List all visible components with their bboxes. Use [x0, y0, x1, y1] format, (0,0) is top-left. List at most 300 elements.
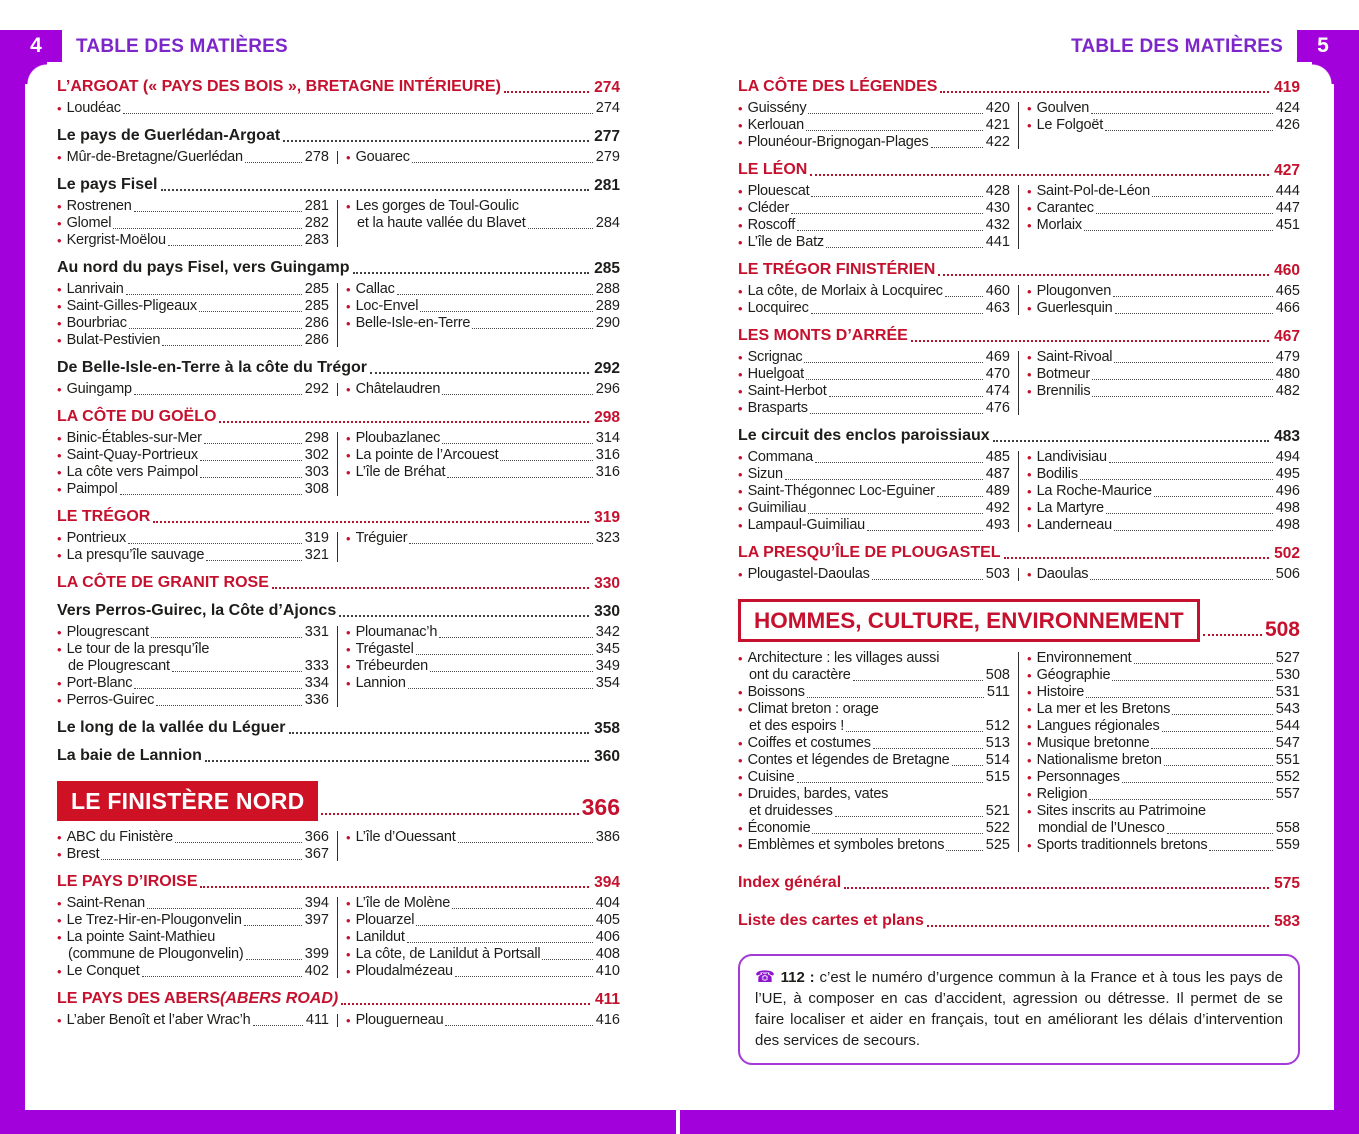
entries-column: [57, 430, 329, 498]
entry-label: Ploumanac’h: [355, 624, 438, 640]
toc-entry: [57, 829, 329, 846]
entries-column: [57, 100, 620, 117]
toc-entry-line: [1027, 769, 1300, 786]
entry-bullet: •: [738, 384, 743, 399]
toc-entry-line: [1027, 383, 1300, 400]
entry-page: 494: [1275, 449, 1300, 465]
entry-label: Guerlesquin: [1036, 300, 1113, 316]
entry-page: 394: [304, 895, 329, 911]
dotted-leader: [447, 477, 593, 478]
toc-entry: [346, 641, 620, 658]
entry-bullet: •: [57, 896, 62, 911]
column-divider: [1018, 285, 1019, 315]
entry-bullet: •: [346, 947, 351, 962]
entry-label: Plouguerneau: [355, 1012, 444, 1028]
dotted-leader: [161, 189, 590, 191]
heading-label: L’ARGOAT (« PAYS DES BOIS », BRETAGNE INTÉRIEURE): [57, 78, 501, 95]
entry-label: Brasparts: [747, 400, 808, 416]
toc-entry: [57, 963, 329, 980]
heading-label: La baie de Lannion: [57, 747, 202, 764]
dotted-leader: [940, 91, 1269, 93]
heading-label: LE PAYS DES ABERS: [57, 990, 221, 1007]
entry-bullet: •: [57, 465, 62, 480]
toc-entry: [1027, 752, 1300, 769]
toc-entry-line: [346, 149, 620, 166]
dotted-leader: [370, 372, 589, 374]
entry-bullet: •: [346, 150, 351, 165]
toc-entry-line: [57, 912, 329, 929]
toc-entry-line: [57, 829, 329, 846]
entry-page: 282: [304, 215, 329, 231]
entry-label: Lannion: [355, 675, 406, 691]
entries-block: [57, 829, 620, 863]
toc-entry: [57, 692, 329, 709]
toc-entry: [57, 232, 329, 249]
entry-bullet: •: [57, 625, 62, 640]
dotted-leader: [412, 162, 593, 163]
entry-page: 367: [304, 846, 329, 862]
toc-entry-line: [57, 624, 329, 641]
entry-label: La côte, de Lanildut à Portsall: [355, 946, 541, 962]
toc-entry-line: [346, 624, 620, 641]
entry-bullet: •: [738, 401, 743, 416]
entry-label: L’île d’Ouessant: [355, 829, 456, 845]
toc-entry: [57, 332, 329, 349]
dotted-leader: [1164, 765, 1273, 766]
dotted-leader: [811, 196, 982, 197]
dotted-leader: [321, 813, 578, 815]
rounded-corner-left: [25, 62, 47, 84]
toc-entry: [1027, 837, 1300, 854]
entries-block: [738, 566, 1300, 583]
entry-page: 447: [1275, 200, 1300, 216]
toc-entry: [346, 381, 620, 398]
entry-bullet: •: [57, 548, 62, 563]
entry-page: 506: [1275, 566, 1300, 582]
entry-label: Nationalisme breton: [1036, 752, 1162, 768]
dotted-leader: [1114, 362, 1272, 363]
toc-entry-line: [57, 464, 329, 481]
dotted-leader: [1172, 714, 1273, 715]
column-divider: [337, 897, 338, 978]
entry-bullet: •: [57, 913, 62, 928]
toc-entry: [738, 684, 1010, 701]
heading-label: LE TRÉGOR FINISTÉRIEN: [738, 261, 936, 278]
dotted-leader: [826, 247, 983, 248]
entry-label: mondial de l’Unesco: [1038, 820, 1165, 836]
toc-section: [57, 508, 620, 526]
column-divider: [337, 626, 338, 707]
entry-bullet: •: [738, 101, 743, 116]
entry-bullet: •: [1027, 284, 1032, 299]
toc-entry: [1027, 283, 1300, 300]
dotted-leader: [931, 147, 983, 148]
entry-page: 334: [304, 675, 329, 691]
entry-label: Paimpol: [66, 481, 118, 497]
toc-subsection: [57, 176, 620, 194]
toc-page-5: [738, 76, 1300, 1065]
toc-entry-line: [738, 217, 1010, 234]
entry-label: Personnages: [1036, 769, 1120, 785]
toc-entry-line: [57, 675, 329, 692]
toc-entry-line: [738, 449, 1010, 466]
entry-bullet: •: [346, 431, 351, 446]
entry-label: Trégastel: [355, 641, 414, 657]
entries-column: [738, 650, 1010, 854]
heading-label: LA CÔTE DU GOËLO: [57, 408, 217, 425]
entry-bullet: •: [57, 693, 62, 708]
dotted-leader: [168, 245, 302, 246]
toc-entry-line: [738, 117, 1010, 134]
toc-entry: [57, 281, 329, 298]
heading-page: 460: [1274, 262, 1300, 279]
entry-bullet: •: [57, 448, 62, 463]
toc-entry: [57, 149, 329, 166]
toc-entry-line: [738, 684, 1010, 701]
entry-bullet: •: [57, 316, 62, 331]
entry-page: 314: [595, 430, 620, 446]
entry-bullet: •: [57, 1013, 62, 1028]
column-divider: [337, 383, 338, 396]
entry-page: 420: [985, 100, 1010, 116]
entry-bullet: •: [738, 284, 743, 299]
entry-label: Guissény: [747, 100, 807, 116]
entry-page: 296: [595, 381, 620, 397]
toc-entry: [57, 481, 329, 498]
toc-entry: [57, 315, 329, 332]
toc-entry: [1027, 500, 1300, 517]
dotted-leader: [123, 113, 593, 114]
entry-page: 279: [595, 149, 620, 165]
dotted-leader: [835, 816, 983, 817]
entry-bullet: •: [57, 847, 62, 862]
dotted-leader: [151, 637, 302, 638]
entry-label: Saint-Renan: [66, 895, 145, 911]
entry-bullet: •: [738, 518, 743, 533]
entry-label: Le Conquet: [66, 963, 140, 979]
entry-page: 402: [304, 963, 329, 979]
dotted-leader: [339, 615, 589, 617]
entries-column: [738, 349, 1010, 417]
entry-page: 482: [1275, 383, 1300, 399]
entry-bullet: •: [1027, 787, 1032, 802]
entry-page: 480: [1275, 366, 1300, 382]
entry-bullet: •: [1027, 838, 1032, 853]
toc-entry-line: [738, 820, 1010, 837]
dotted-leader: [341, 1003, 590, 1005]
toc-entry: [738, 134, 1010, 151]
toc-entry-line: [346, 298, 620, 315]
entry-bullet: •: [738, 184, 743, 199]
toc-entry: [738, 650, 1010, 684]
entry-bullet: •: [1027, 384, 1032, 399]
toc-entry-line: [738, 349, 1010, 366]
emergency-note-box: [738, 954, 1300, 1065]
toc-entry-line: [57, 381, 329, 398]
entry-bullet: •: [57, 216, 62, 231]
heading-page: 583: [1274, 913, 1300, 930]
entry-label: Emblèmes et symboles bretons: [747, 837, 945, 853]
entry-label: Plougonven: [1036, 283, 1112, 299]
entry-page: 308: [304, 481, 329, 497]
entry-bullet: •: [1027, 501, 1032, 516]
entry-label: Le tour de la presqu’île: [66, 641, 210, 657]
entries-block: [57, 381, 620, 398]
entry-page: 515: [985, 769, 1010, 785]
toc-entry: [57, 675, 329, 692]
toc-entry: [1027, 200, 1300, 217]
toc-entry-line: [738, 667, 1010, 684]
toc-entry-line: [57, 846, 329, 863]
entry-bullet: •: [738, 787, 743, 802]
entry-bullet: •: [738, 821, 743, 836]
toc-subsection: [57, 127, 620, 145]
column-divider: [1018, 185, 1019, 249]
dotted-leader: [844, 887, 1269, 889]
toc-entry: [1027, 349, 1300, 366]
page-header-right: TABLE DES MATIÈRES: [1071, 36, 1283, 57]
entry-label: Climat breton : orage: [747, 701, 879, 717]
entry-bullet: •: [346, 659, 351, 674]
dotted-leader: [1203, 634, 1262, 636]
toc-entry-line: [738, 701, 1010, 718]
entry-page: 298: [304, 430, 329, 446]
dotted-leader: [791, 213, 983, 214]
entry-page: 331: [304, 624, 329, 640]
heading-label: Index général: [738, 874, 842, 891]
toc-entry-line: [738, 483, 1010, 500]
entry-label: Plounéour-Brignogan-Plages: [747, 134, 929, 150]
toc-entry: [1027, 684, 1300, 701]
toc-entry-line: [1027, 483, 1300, 500]
entry-bullet: •: [346, 642, 351, 657]
entry-bullet: •: [738, 467, 743, 482]
entry-label: Druides, bardes, vates: [747, 786, 889, 802]
dotted-leader: [500, 460, 592, 461]
entry-page: 498: [1275, 517, 1300, 533]
toc-entry: [346, 963, 620, 980]
entry-label: Coiffes et costumes: [747, 735, 871, 751]
dotted-leader: [785, 479, 983, 480]
toc-entry: [57, 198, 329, 215]
toc-entry: [1027, 718, 1300, 735]
column-divider: [337, 151, 338, 164]
toc-entry-line: [738, 786, 1010, 803]
toc-entry: [738, 283, 1010, 300]
entry-label: Bulat-Pestivien: [66, 332, 161, 348]
toc-entry-line: [346, 530, 620, 547]
entry-bullet: •: [738, 218, 743, 233]
toc-entry-line: [346, 315, 620, 332]
entry-bullet: •: [1027, 101, 1032, 116]
toc-entry-line: [738, 566, 1010, 583]
toc-entry-line: [346, 895, 620, 912]
toc-entry: [1027, 100, 1300, 117]
toc-entry-line: [738, 400, 1010, 417]
toc-entry: [1027, 650, 1300, 667]
toc-entry-line: [738, 735, 1010, 752]
dotted-leader: [272, 587, 589, 589]
entry-page: 410: [595, 963, 620, 979]
entry-label: Langues régionales: [1036, 718, 1160, 734]
heading-page: 285: [594, 260, 620, 277]
entry-bullet: •: [57, 199, 62, 214]
toc-entry-line: [1027, 283, 1300, 300]
entry-label: Loudéac: [66, 100, 121, 116]
entries-column: [57, 895, 329, 980]
entry-page: 397: [304, 912, 329, 928]
toc-entry: [738, 466, 1010, 483]
toc-entry: [1027, 517, 1300, 534]
entry-label: Cuisine: [747, 769, 795, 785]
toc-entry-line: [57, 530, 329, 547]
entry-label: Port-Blanc: [66, 675, 133, 691]
entries-column: [57, 149, 329, 166]
entry-label: Landivisiau: [1036, 449, 1107, 465]
toc-entry: [1027, 803, 1300, 837]
toc-entry-line: [57, 946, 329, 963]
section-boxed-page: 508: [1264, 618, 1300, 641]
entry-page: 444: [1275, 183, 1300, 199]
toc-entry-line: [57, 315, 329, 332]
entries-block: [57, 530, 620, 564]
column-divider: [1018, 102, 1019, 149]
entry-label: Cléder: [747, 200, 790, 216]
toc-entry: [57, 1012, 329, 1029]
dotted-leader: [244, 925, 302, 926]
entry-page: 426: [1275, 117, 1300, 133]
dotted-leader: [528, 228, 593, 229]
entry-bullet: •: [738, 567, 743, 582]
toc-entry: [346, 624, 620, 641]
dotted-leader: [397, 294, 593, 295]
entries-column: [346, 381, 620, 398]
entry-page: 345: [595, 641, 620, 657]
toc-redsub: [738, 912, 1300, 930]
entry-bullet: •: [738, 702, 743, 717]
entry-page: 503: [985, 566, 1010, 582]
right-border-bar: [1334, 30, 1359, 1134]
section-banner-title: LE FINISTÈRE NORD: [57, 781, 318, 821]
entry-bullet: •: [57, 964, 62, 979]
note-number: 112 :: [780, 969, 820, 986]
entries-block: [738, 183, 1300, 251]
entry-page: 386: [595, 829, 620, 845]
entry-label: Brest: [66, 846, 100, 862]
entry-page: 430: [985, 200, 1010, 216]
toc-redsub: [738, 874, 1300, 892]
dotted-leader: [1134, 663, 1273, 664]
toc-entry-line: [57, 929, 329, 946]
toc-entry-line: [346, 198, 620, 215]
toc-entry: [738, 449, 1010, 466]
section-boxed-title: HOMMES, CULTURE, ENVIRONNEMENT: [738, 599, 1200, 642]
dotted-leader: [200, 460, 302, 461]
toc-entry-line: [1027, 100, 1300, 117]
dotted-leader: [1105, 130, 1273, 131]
dotted-leader: [472, 328, 593, 329]
toc-entry: [346, 946, 620, 963]
entry-page: 354: [595, 675, 620, 691]
rounded-corner-right: [1312, 62, 1334, 84]
heading-label: Le long de la vallée du Léguer: [57, 719, 286, 736]
toc-entry: [1027, 466, 1300, 483]
entries-column: [57, 381, 329, 398]
entries-column: [57, 530, 329, 564]
entry-bullet: •: [1027, 118, 1032, 133]
toc-subsection: [57, 747, 620, 765]
entry-label: Boissons: [747, 684, 805, 700]
entries-column: [738, 566, 1010, 583]
entry-bullet: •: [738, 135, 743, 150]
entries-column: [1027, 349, 1300, 417]
toc-section: [57, 408, 620, 426]
entry-label: Saint-Quay-Portrieux: [66, 447, 198, 463]
dotted-leader: [1151, 748, 1272, 749]
entry-page: 525: [985, 837, 1010, 853]
toc-entry: [738, 383, 1010, 400]
toc-entry: [346, 198, 620, 232]
toc-entry: [57, 912, 329, 929]
dotted-leader: [162, 345, 302, 346]
toc-entry-line: [1027, 566, 1300, 583]
toc-entry-line: [57, 547, 329, 564]
dotted-leader: [452, 908, 593, 909]
entry-bullet: •: [57, 150, 62, 165]
dotted-leader: [458, 842, 593, 843]
dotted-leader: [126, 294, 302, 295]
entry-page: 406: [595, 929, 620, 945]
toc-entry-line: [1027, 650, 1300, 667]
entry-page: 302: [304, 447, 329, 463]
dotted-leader: [1004, 557, 1270, 559]
toc-entry: [1027, 366, 1300, 383]
entries-block: [57, 624, 620, 709]
entry-bullet: •: [57, 676, 62, 691]
column-divider: [1018, 568, 1019, 581]
dotted-leader: [253, 1025, 303, 1026]
toc-entry-line: [57, 198, 329, 215]
heading-page: 411: [594, 991, 620, 1008]
toc-entry: [346, 895, 620, 912]
entry-label: Botmeur: [1036, 366, 1090, 382]
entries-column: [346, 530, 620, 564]
entry-label: Ploudalmézeau: [355, 963, 453, 979]
dotted-leader: [810, 413, 983, 414]
dotted-leader: [873, 748, 983, 749]
entry-page: 476: [985, 400, 1010, 416]
entry-page: 465: [1275, 283, 1300, 299]
dotted-leader: [128, 543, 302, 544]
dotted-leader: [205, 760, 589, 762]
entry-label: Bourbriac: [66, 315, 127, 331]
toc-entry: [346, 829, 620, 846]
dotted-leader: [1096, 213, 1273, 214]
entry-page: 469: [985, 349, 1010, 365]
column-divider: [337, 432, 338, 496]
dotted-leader: [1154, 496, 1273, 497]
toc-entry: [1027, 769, 1300, 786]
dotted-leader: [937, 496, 983, 497]
toc-entry-line: [346, 381, 620, 398]
entry-label: Gouarec: [355, 149, 410, 165]
heading-page: 298: [594, 409, 620, 426]
toc-entry: [1027, 217, 1300, 234]
entry-page: 547: [1275, 735, 1300, 751]
entries-column: [57, 624, 329, 709]
entries-column: [346, 198, 620, 249]
entry-bullet: •: [57, 431, 62, 446]
